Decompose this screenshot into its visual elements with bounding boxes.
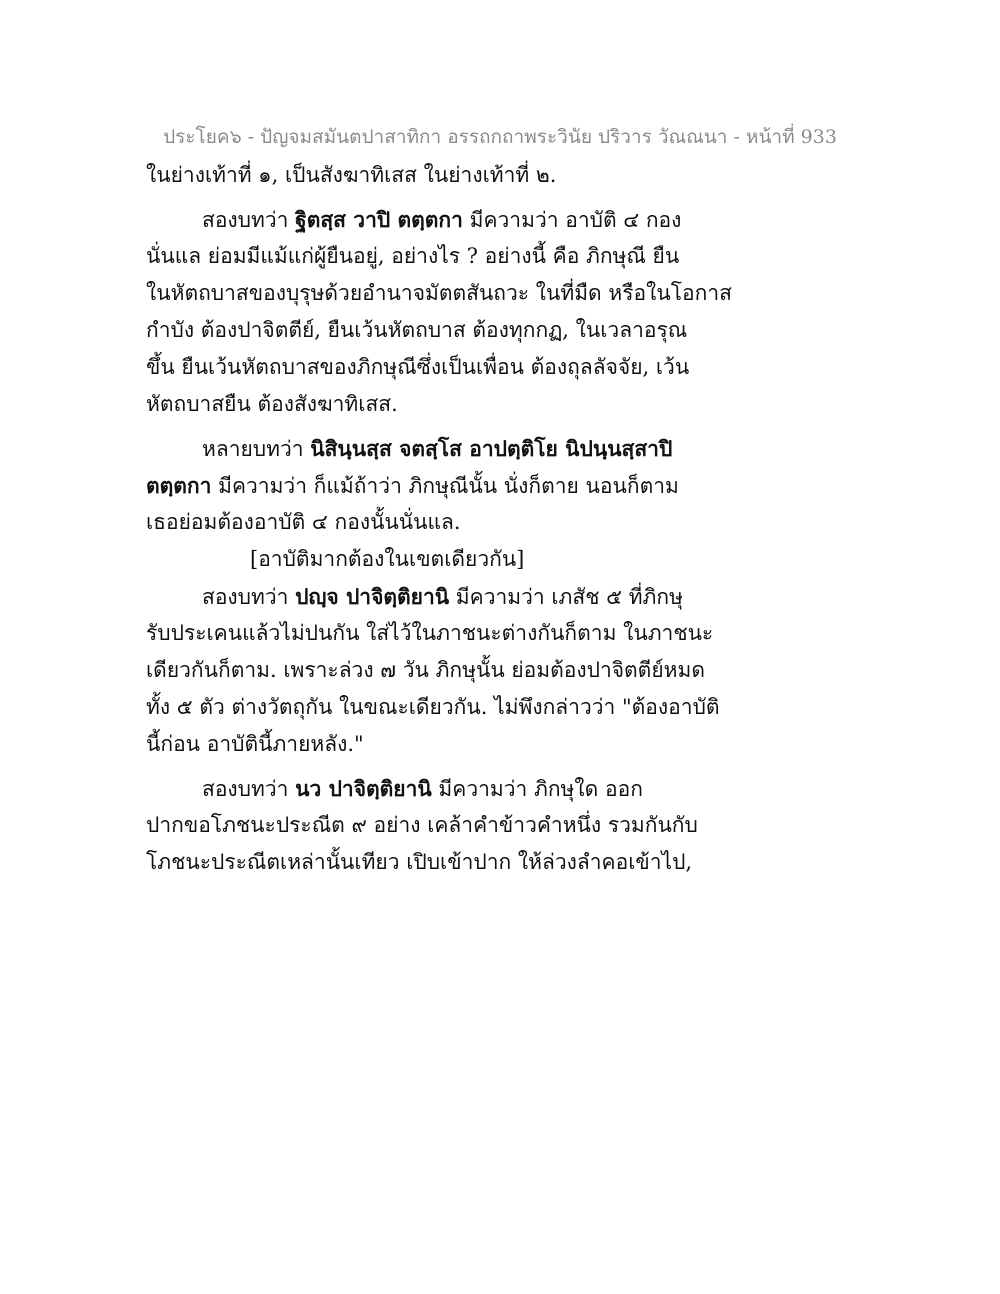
paragraph-5-line-3: โภชนะประณีตเหล่านั้นเทียว เปิบเข้าปาก ให้ล่วงลำคอเข้าไป, — [146, 850, 693, 874]
paragraph-4-line-2: รับประเคนแล้วไม่ปนกัน ใส่ไว้ในภาชนะต่างกันก็ตาม ในภาชนะ — [146, 621, 714, 645]
paragraph-5-line-2: ปากขอโภชนะประณีต ๙ อย่าง เคล้าคำข้าวคำหนึ่ง รวมกันกับ — [146, 813, 698, 837]
trail-text: มีความว่า เภสัช ๕ ที่ภิกษุ — [449, 585, 683, 609]
paragraph-3-line-2 — [146, 467, 706, 504]
paragraph-2-line-1 — [146, 201, 706, 238]
section-heading: [อาบัติมากต้องในเขตเดียวกัน] — [250, 547, 525, 571]
trail-text: มีความว่า อาบัติ ๔ กอง — [462, 208, 682, 232]
paragraph-gap — [146, 763, 706, 770]
pali-term: นว ปาจิตฺติยานิ — [295, 776, 432, 801]
pali-term: ปญฺจ ปาจิตฺติยานิ — [295, 584, 450, 609]
paragraph-gap — [146, 423, 706, 430]
paragraph-1-line-1: ในย่างเท้าที่ ๑, เป็นสังฆาทิเสส ในย่างเท้าที่ ๒. — [146, 163, 557, 187]
lead-text: สองบทว่า — [202, 777, 296, 801]
paragraph-2-line-4: กำบัง ต้องปาจิตตีย์, ยืนเว้นหัตถบาส ต้องทุกกฏ, ในเวลาอรุณ — [146, 318, 688, 342]
paragraph-3-line-1 — [146, 430, 706, 467]
pali-term: ตตฺตกา — [146, 473, 212, 498]
lead-text: สองบทว่า — [202, 585, 296, 609]
paragraph-2-line-6: หัตถบาสยืน ต้องสังฆาทิเสส. — [146, 392, 398, 416]
paragraph-3-line-3: เธอย่อมต้องอาบัติ ๔ กองนั้นนั่นแล. — [146, 510, 461, 534]
paragraph-4-line-3: เดียวกันก็ตาม. เพราะล่วง ๗ วัน ภิกษุนั้น ย่อมต้องปาจิตตีย์หมด — [146, 658, 705, 682]
paragraph-4-line-5: นี้ก่อน อาบัตินี้ภายหลัง." — [146, 732, 364, 756]
lead-text: สองบทว่า — [202, 208, 296, 232]
paragraph-4-line-4: ทั้ง ๕ ตัว ต่างวัตถุกัน ในขณะเดียวกัน. ไม่พึงกล่าวว่า "ต้องอาบัติ — [146, 695, 720, 719]
pali-term: ฐิตสฺส วาปิ ตตฺตกา — [295, 207, 463, 232]
paragraph-2-line-5: ขึ้น ยืนเว้นหัตถบาสของภิกษุณีซึ่งเป็นเพื่อน ต้องถุลลัจจัย, เว้น — [146, 355, 690, 379]
paragraph-2-line-3: ในหัตถบาสของบุรุษด้วยอำนาจมัตตสันถวะ ในที่มืด หรือในโอกาส — [146, 281, 732, 305]
page-body — [146, 157, 732, 881]
paragraph-2-line-2: นั่นแล ย่อมมีแม้แก่ผู้ยืนอยู่, อย่างไร ? อย่างนี้ คือ ภิกษุณี ยืน — [146, 244, 680, 268]
paragraph-gap — [146, 194, 706, 201]
trail-text: มีความว่า ภิกษุใด ออก — [431, 777, 643, 801]
trail-text: มีความว่า ก็แม้ถ้าว่า ภิกษุณีนั้น นั่งก็ตาย นอนก็ตาม — [211, 474, 679, 498]
lead-text: หลายบทว่า — [202, 437, 311, 461]
pali-term: นิสินฺนสฺส จตสฺโส อาปตฺติโย นิปนฺนสฺสาปิ — [310, 436, 673, 461]
paragraph-4-line-1 — [146, 578, 706, 615]
running-header: ประโยค๖ - ปัญจมสมันตปาสาทิกา อรรถกถาพระวินัย ปริวาร วัณณนา - หน้าที่ 933 — [163, 126, 837, 148]
paragraph-5-line-1 — [146, 770, 706, 807]
